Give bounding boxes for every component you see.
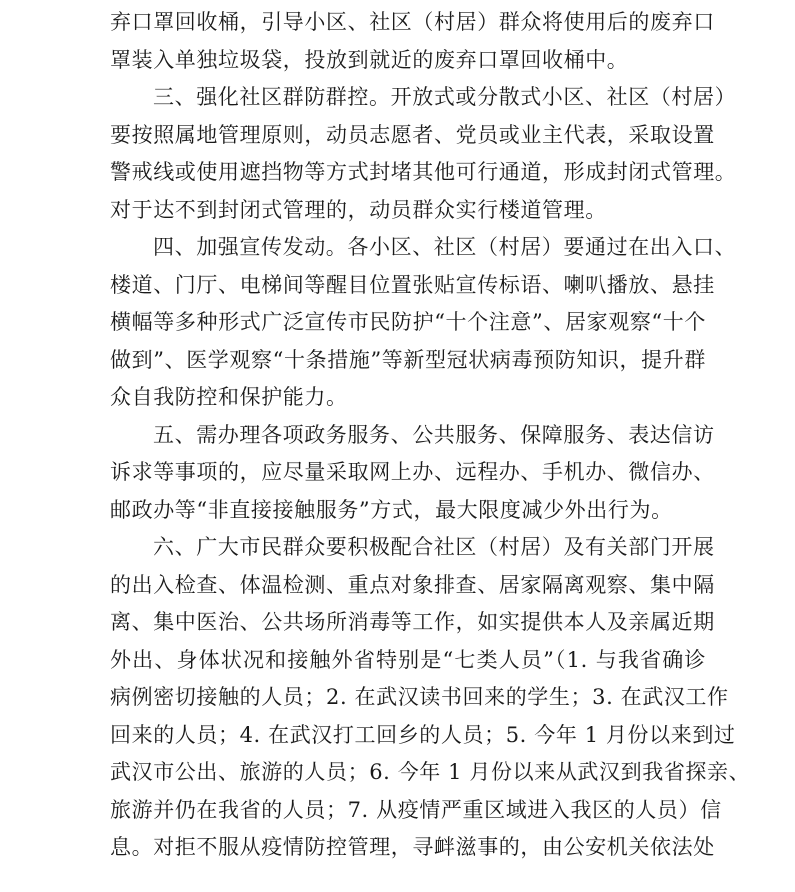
section-heading-line: 四、加强宣传发动。各小区、社区（村居）要通过在出入口、	[153, 235, 737, 259]
text-line: 弃口罩回收桶，引导小区、社区（村居）群众将使用后的废弃口	[110, 10, 715, 34]
text-line: 横幅等多种形式广泛宣传市民防护“十个注意”、居家观察“十个	[110, 310, 706, 334]
text-line: 诉求等事项的，应尽量采取网上办、远程办、手机办、微信办、	[110, 460, 715, 484]
document-body	[110, 4, 751, 867]
text-line: 离、集中医治、公共场所消毒等工作，如实提供本人及亲属近期	[110, 610, 715, 634]
text-line: 警戒线或使用遮挡物等方式封堵其他可行通道，形成封闭式管理。	[110, 160, 737, 184]
text-line: 楼道、门厅、电梯间等醒目位置张贴宣传标语、喇叭播放、悬挂	[110, 272, 715, 297]
section-heading-line: 三、强化社区群防群控。开放式或分散式小区、社区（村居）	[153, 85, 737, 109]
section-heading-line: 六、广大市民群众要积极配合社区（村居）及有关部门开展	[153, 535, 715, 559]
text-line: 外出、身体状况和接触外省特别是“七类人员”（1. 与我省确诊	[110, 647, 706, 672]
text-line: 邮政办等“非直接接触服务”方式，最大限度减少外出行为。	[110, 497, 673, 522]
text-line: 武汉市公出、旅游的人员；6. 今年 1 月份以来从武汉到我省探亲、	[110, 760, 751, 784]
text-line: 要按照属地管理原则，动员志愿者、党员或业主代表，采取设置	[110, 122, 715, 147]
text-line: 做到”、医学观察“十条措施”等新型冠状病毒预防知识，提升群	[110, 347, 706, 372]
text-line: 对于达不到封闭式管理的，动员群众实行楼道管理。	[110, 197, 607, 222]
text-line: 病例密切接触的人员；2. 在武汉读书回来的学生；3. 在武汉工作	[110, 685, 729, 709]
text-line: 罩装入单独垃圾袋，投放到就近的废弃口罩回收桶中。	[110, 47, 629, 72]
text-line: 众自我防控和保护能力。	[110, 385, 348, 409]
text-line: 的出入检查、体温检测、重点对象排查、居家隔离观察、集中隔	[110, 572, 715, 597]
text-line: 旅游并仍在我省的人员；7. 从疫情严重区域进入我区的人员）信	[110, 797, 722, 822]
section-heading-line: 五、需办理各项政务服务、公共服务、保障服务、表达信访	[153, 422, 715, 447]
text-line: 息。对拒不服从疫情防控管理，寻衅滋事的，由公安机关依法处	[110, 835, 715, 859]
text-line: 回来的人员；4. 在武汉打工回乡的人员；5. 今年 1 月份以来到过	[110, 722, 736, 747]
